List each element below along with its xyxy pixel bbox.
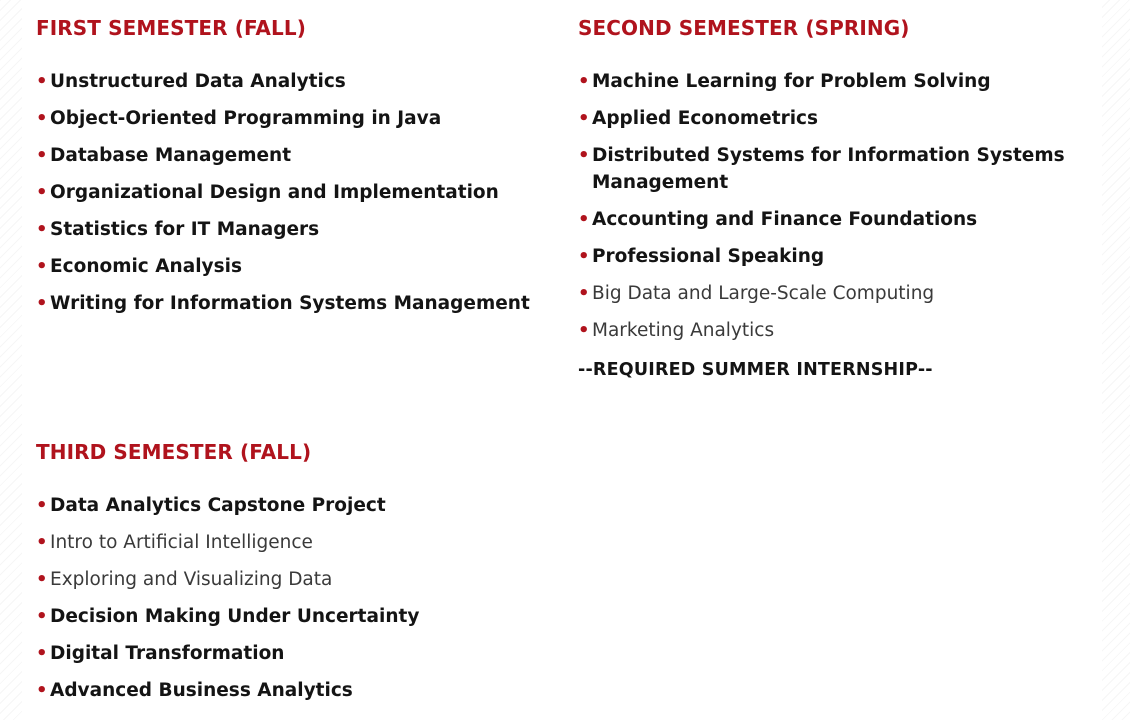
course-label: Big Data and Large-Scale Computing [592, 283, 935, 304]
first-semester-heading: FIRST SEMESTER (FALL) [36, 16, 306, 40]
course-list-item [36, 142, 556, 169]
course-list-item [36, 529, 556, 556]
course-list-item [36, 105, 556, 132]
course-list-item [578, 105, 1098, 132]
bullet-icon: • [36, 182, 48, 203]
course-label: Marketing Analytics [592, 320, 775, 341]
course-label: Statistics for IT Managers [50, 219, 320, 240]
course-label: Economic Analysis [50, 256, 242, 277]
course-label: Organizational Design and Implementation [50, 182, 499, 203]
course-list-item [578, 68, 1098, 95]
course-list-item [578, 317, 1098, 344]
course-list-item [578, 142, 1098, 196]
course-list-item [36, 492, 556, 519]
curriculum-panel [22, 0, 1102, 720]
first-semester-section [36, 14, 556, 327]
bullet-icon: • [578, 283, 590, 304]
bullet-icon: • [578, 71, 590, 92]
bullet-icon: • [36, 569, 48, 590]
first-semester-course-list [36, 68, 556, 317]
course-list-item [36, 603, 556, 630]
course-label: Exploring and Visualizing Data [50, 569, 333, 590]
course-label: Unstructured Data Analytics [50, 71, 346, 92]
bullet-icon: • [36, 293, 48, 314]
bullet-icon: • [578, 108, 590, 129]
course-label: Digital Transformation [50, 643, 285, 664]
bullet-icon: • [36, 532, 48, 553]
third-semester-heading: THIRD SEMESTER (FALL) [36, 440, 312, 464]
bullet-icon: • [36, 256, 48, 277]
bullet-icon: • [36, 108, 48, 129]
course-label: Accounting and Finance Foundations [592, 209, 978, 230]
course-label: Distributed Systems for Information Systems Management [592, 145, 1065, 193]
bullet-icon: • [578, 209, 590, 230]
bullet-icon: • [578, 145, 590, 166]
second-semester-course-list [578, 68, 1098, 344]
course-label: Object-Oriented Programming in Java [50, 108, 442, 129]
course-label: Decision Making Under Uncertainty [50, 606, 420, 627]
bullet-icon: • [36, 606, 48, 627]
course-list-item [36, 566, 556, 593]
course-list-item [36, 640, 556, 667]
bullet-icon: • [578, 246, 590, 267]
course-label: Writing for Information Systems Management [50, 293, 530, 314]
course-list-item [578, 206, 1098, 233]
course-list-item [36, 290, 556, 317]
third-semester-course-list [36, 492, 556, 704]
course-list-item [36, 68, 556, 95]
course-list-item [578, 280, 1098, 307]
second-semester-section [578, 14, 1098, 380]
course-list-item [578, 243, 1098, 270]
bullet-icon: • [36, 71, 48, 92]
course-list-item [36, 179, 556, 206]
course-label: Data Analytics Capstone Project [50, 495, 386, 516]
bullet-icon: • [36, 219, 48, 240]
bullet-icon: • [36, 643, 48, 664]
bullet-icon: • [578, 320, 590, 341]
course-list-item [36, 216, 556, 243]
course-list-item [36, 677, 556, 704]
course-label: Advanced Business Analytics [50, 680, 353, 701]
course-label: Applied Econometrics [592, 108, 819, 129]
bullet-icon: • [36, 495, 48, 516]
bullet-icon: • [36, 680, 48, 701]
course-list-item [36, 253, 556, 280]
course-label: Machine Learning for Problem Solving [592, 71, 991, 92]
course-label: Intro to Artificial Intelligence [50, 532, 313, 553]
course-label: Database Management [50, 145, 292, 166]
summer-internship-note: --REQUIRED SUMMER INTERNSHIP-- [578, 360, 933, 380]
second-semester-heading: SECOND SEMESTER (SPRING) [578, 16, 910, 40]
bullet-icon: • [36, 145, 48, 166]
third-semester-section [36, 438, 556, 714]
course-label: Professional Speaking [592, 246, 825, 267]
